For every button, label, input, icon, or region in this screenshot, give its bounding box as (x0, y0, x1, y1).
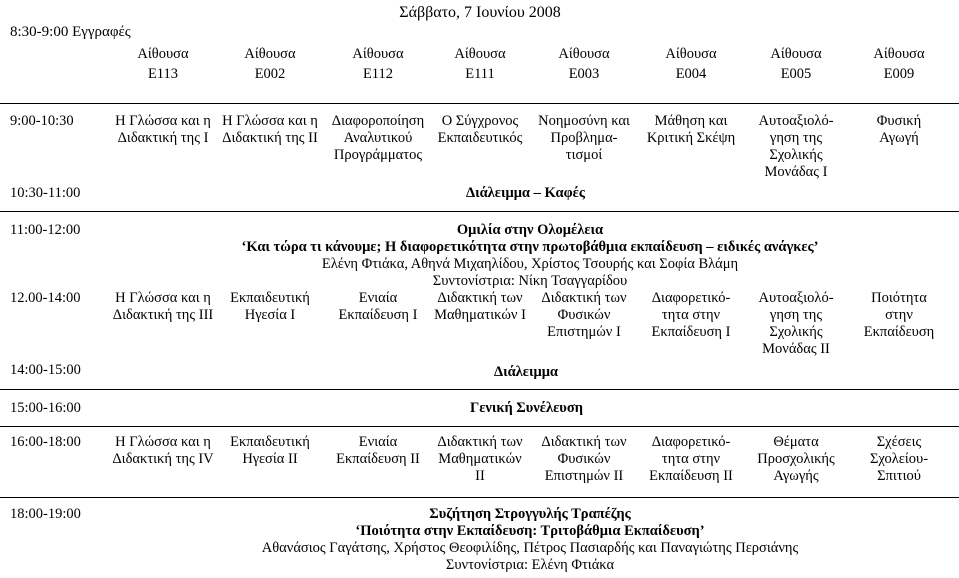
cell-line: Διδακτική της Ι (117, 130, 209, 146)
time-slot: 10:30-11:00 (10, 185, 81, 201)
cell-line: Θέματα (773, 434, 819, 450)
time-slot: 18:00-19:00 (10, 506, 81, 522)
workshop-cell (216, 290, 324, 324)
cell-line: Φυσική (876, 113, 922, 129)
room-label: Αίθουσα (770, 46, 822, 62)
cell-line: ΙΙ (475, 468, 485, 484)
cell-line: Φυσικών (557, 451, 611, 467)
workshop-cell (530, 290, 638, 341)
workshop-cell (637, 113, 745, 147)
cell-line: Εκπαίδευση (863, 324, 935, 340)
cell-line: στην (885, 307, 913, 323)
cell-line: Εκπαιδευτική (230, 434, 310, 450)
cell-line: Διδακτική των (437, 434, 523, 450)
room-label: Αίθουσα (137, 46, 189, 62)
workshop-cell (845, 113, 953, 147)
cell-line: Προβλημα- (550, 130, 618, 146)
round-table-chair: Συντονίστρια: Ελένη Φτιάκα (445, 557, 615, 573)
cell-line: γηση της (769, 130, 823, 146)
cell-line: Προγράμματος (333, 147, 423, 163)
program-date: Σάββατο, 7 Ιουνίου 2008 (399, 4, 561, 21)
room-code: Ε112 (362, 66, 394, 82)
room-e112 (324, 44, 432, 84)
cell-line: Εκπαίδευση Ι (651, 324, 731, 340)
cell-line: Διδακτική των (541, 290, 627, 306)
room-e111 (426, 44, 534, 84)
plenary-chair: Συντονίστρια: Νίκη Τσαγγαρίδου (432, 273, 628, 289)
round-table-subtitle: ‘Ποιότητα στην Εκπαίδευση: Τριτοβάθμια Εκπαίδευση’ (355, 523, 705, 539)
cell-line: Επιστημών Ι (547, 324, 621, 340)
cell-line: Ενιαία (358, 434, 398, 450)
cell-line: Διδακτική των (541, 434, 627, 450)
workshop-cell (216, 434, 324, 468)
cell-line: Φυσικών (557, 307, 611, 323)
time-slot: 15:00-16:00 (10, 400, 81, 416)
workshop-cell (530, 113, 638, 164)
workshop-cell (105, 434, 221, 468)
room-label: Αίθουσα (665, 46, 717, 62)
cell-line: γηση της (769, 307, 823, 323)
cell-line: Κριτική Σκέψη (646, 130, 736, 146)
room-e005 (742, 44, 850, 84)
room-e004 (637, 44, 745, 84)
coffee-break: Διάλειμμα – Καφές (466, 185, 585, 201)
plenary-subtitle: ‘Και τώρα τι κάνουμε; Η διαφορετικότητα στην πρωτοβάθμια εκπαίδευση – ειδικές ανάγκες’ (241, 239, 819, 255)
room-label: Αίθουσα (244, 46, 296, 62)
workshop-cell (426, 434, 534, 485)
plenary-speakers: Ελένη Φτιάκα, Αθηνά Μιχαηλίδου, Χρίστος Τσουρής και Σοφία Βλάμη (321, 256, 739, 272)
time-slot: 11:00-12:00 (10, 222, 81, 238)
cell-line: Μονάδας Ι (764, 164, 828, 180)
cell-line: Ηγεσία ΙΙ (242, 451, 298, 467)
cell-line: Διαφορετικό- (651, 434, 731, 450)
cell-line: Η Γλώσσα και η (115, 290, 211, 306)
workshop-cell (324, 290, 432, 324)
cell-line: Σχολικής (769, 147, 823, 163)
lunch-break: Διάλειμμα (494, 364, 559, 380)
workshop-cell (742, 113, 850, 181)
workshop-cell (637, 290, 745, 341)
workshop-cell (742, 290, 850, 358)
room-e003 (530, 44, 638, 84)
workshop-cell (216, 113, 324, 147)
cell-line: τισμοί (565, 147, 603, 163)
cell-line: Προσχολικής (757, 451, 835, 467)
cell-line: Μάθηση και (654, 113, 728, 129)
workshop-cell (105, 113, 221, 147)
cell-line: Σχολείου- (869, 451, 929, 467)
workshop-cell (324, 434, 432, 468)
room-code: Ε004 (675, 66, 707, 82)
room-code: Ε003 (568, 66, 600, 82)
room-code: Ε113 (147, 66, 179, 82)
cell-line: Σχολικής (769, 324, 823, 340)
room-e009 (845, 44, 953, 84)
cell-line: Ενιαία (358, 290, 398, 306)
cell-line: Εκπαιδευτικός (437, 130, 523, 146)
cell-line: Νοημοσύνη και (538, 113, 630, 129)
cell-line: Διδακτική της ΙV (112, 451, 214, 467)
cell-line: Μαθηματικών Ι (434, 307, 526, 323)
registration-time: 8:30-9:00 Εγγραφές (10, 24, 131, 40)
divider (0, 426, 959, 427)
cell-line: Σπιτιού (877, 468, 921, 484)
time-slot: 14:00-15:00 (10, 362, 81, 378)
cell-line: Διαφοροποίηση (331, 113, 425, 129)
workshop-cell (318, 113, 438, 164)
cell-line: Επιστημών ΙΙ (544, 468, 624, 484)
cell-line: Η Γλώσσα και η (115, 113, 211, 129)
workshop-cell (105, 290, 221, 324)
cell-line: Σχέσεις (876, 434, 922, 450)
room-label: Αίθουσα (454, 46, 506, 62)
cell-line: Ο Σύγχρονος (441, 113, 519, 129)
cell-line: τητα στην (661, 451, 721, 467)
room-code: Ε009 (883, 66, 915, 82)
cell-line: Εκπαίδευση Ι (338, 307, 418, 323)
room-code: Ε002 (254, 66, 286, 82)
cell-line: Αυτοαξιολό- (758, 290, 834, 306)
workshop-cell (426, 113, 534, 147)
cell-line: Η Γλώσσα και η (222, 113, 318, 129)
workshop-cell (637, 434, 745, 485)
cell-line: Αυτοαξιολό- (758, 113, 834, 129)
divider (0, 497, 959, 498)
cell-line: Εκπαίδευση ΙΙ (336, 451, 420, 467)
room-code: Ε005 (780, 66, 812, 82)
cell-line: Ποιότητα (871, 290, 927, 306)
cell-line: Μαθηματικών (438, 451, 522, 467)
cell-line: Εκπαίδευση ΙΙ (649, 468, 733, 484)
workshop-cell (530, 434, 638, 485)
cell-line: Διδακτική των (437, 290, 523, 306)
plenary-title: Ομιλία στην Ολομέλεια (456, 222, 604, 238)
divider (0, 103, 959, 104)
divider (0, 389, 959, 390)
cell-line: Διδακτική της ΙΙΙ (112, 307, 214, 323)
room-label: Αίθουσα (873, 46, 925, 62)
room-label: Αίθουσα (558, 46, 610, 62)
general-assembly: Γενική Συνέλευση (470, 400, 583, 416)
round-table-title: Συζήτηση Στρογγυλής Τραπέζης (429, 506, 631, 522)
room-label: Αίθουσα (352, 46, 404, 62)
workshop-cell (845, 434, 953, 485)
cell-line: Διαφορετικό- (651, 290, 731, 306)
cell-line: Αναλυτικού (343, 130, 413, 146)
divider (0, 211, 959, 212)
cell-line: Διδακτική της ΙΙ (222, 130, 318, 146)
workshop-cell (742, 434, 850, 485)
room-e002 (216, 44, 324, 84)
time-slot: 9:00-10:30 (10, 113, 74, 129)
cell-line: Αγωγή (879, 130, 919, 146)
cell-line: τητα στην (661, 307, 721, 323)
cell-line: Εκπαιδευτική (230, 290, 310, 306)
cell-line: Μονάδας ΙΙ (762, 341, 830, 357)
cell-line: Η Γλώσσα και η (115, 434, 211, 450)
workshop-cell (426, 290, 534, 324)
cell-line: Αγωγής (773, 468, 819, 484)
cell-line: Ηγεσία Ι (244, 307, 296, 323)
time-slot: 12.00-14:00 (10, 290, 81, 306)
room-code: Ε111 (465, 66, 495, 82)
time-slot: 16:00-18:00 (10, 434, 81, 450)
round-table-speakers: Αθανάσιος Γαγάτσης, Χρήστος Θεοφιλίδης, Πέτρος Πασιαρδής και Παναγιώτης Περσιάνης (261, 540, 799, 556)
workshop-cell (845, 290, 953, 341)
room-e113 (105, 44, 221, 84)
